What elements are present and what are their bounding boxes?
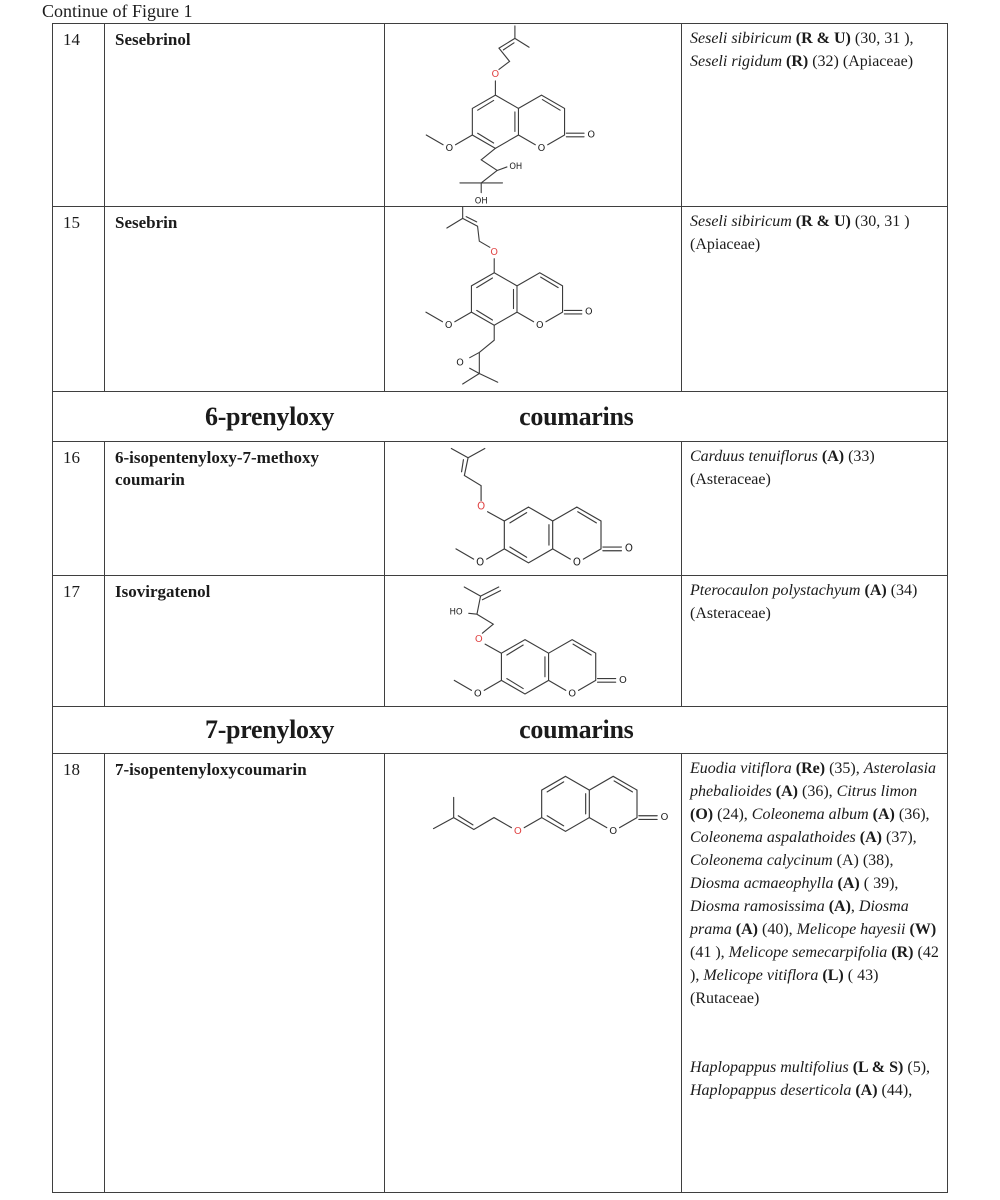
source-segment: ( 43) (Rutaceae): [690, 967, 879, 1007]
source-segment: ,: [850, 898, 859, 915]
svg-text:O: O: [477, 501, 486, 513]
section-title-right: coumarins: [519, 715, 634, 744]
svg-text:O: O: [568, 688, 577, 700]
source-segment: (40),: [758, 921, 797, 938]
compound-structure-cell: [385, 24, 682, 206]
source-segment: (W): [909, 921, 937, 938]
compound-sources: [682, 442, 947, 575]
source-segment: (35),: [825, 760, 864, 777]
source-segment: (A): [872, 806, 895, 823]
source-segment: (A): [735, 921, 758, 938]
compound-row-18: [53, 754, 947, 1192]
compound-structure-cell: [385, 442, 682, 575]
source-segment: (A): [864, 582, 887, 599]
svg-text:O: O: [618, 674, 627, 686]
source-segment: (36),: [797, 783, 837, 800]
svg-text:O: O: [609, 825, 618, 837]
compound-number: 15: [53, 207, 105, 391]
compound-structure-cell: [385, 754, 682, 1192]
source-segment: (44),: [877, 1082, 913, 1099]
source-segment: (A): [837, 875, 860, 892]
source-segment: (5),: [903, 1059, 931, 1076]
source-segment: (L): [822, 967, 844, 984]
svg-text:O: O: [476, 557, 485, 569]
svg-text:O: O: [572, 557, 581, 569]
svg-text:O: O: [474, 634, 483, 646]
compound-row-14: [53, 24, 947, 207]
svg-text:HO: HO: [449, 607, 463, 618]
source-segment: (41 ),: [690, 944, 729, 961]
source-segment: Asterolasia phebalioides: [690, 760, 937, 800]
source-segment: Melicope hayesii: [796, 921, 910, 938]
source-segment: (A): [775, 783, 798, 800]
source-segment: (A) (38),: [836, 852, 894, 869]
page-title: Continue of Figure 1: [42, 1, 193, 21]
source-segment: (34) (Asteraceae): [690, 582, 918, 622]
svg-text:O: O: [513, 825, 522, 837]
source-segment: Melicope vitiflora: [703, 967, 823, 984]
source-segment: Melicope semecarpifolia: [728, 944, 892, 961]
svg-text:O: O: [444, 319, 453, 331]
source-segment: Seseli sibiricum: [690, 30, 796, 47]
svg-text:OH: OH: [509, 161, 523, 172]
source-paragraph: [690, 757, 941, 1010]
compound-name: 6-isopentenyloxy-7-methoxy coumarin: [105, 442, 385, 575]
compound-number: 14: [53, 24, 105, 206]
source-segment: (36),: [894, 806, 930, 823]
source-segment: (R & U): [795, 213, 851, 230]
compound-sources: [682, 207, 947, 391]
source-segment: (Re): [795, 760, 826, 777]
source-segment: (R): [891, 944, 914, 961]
source-segment: Diosma prama: [690, 898, 909, 938]
compound-row-15: [53, 207, 947, 392]
compound-row-17: [53, 576, 947, 707]
source-segment: Euodia vitiflora: [690, 760, 796, 777]
source-segment: (42 ),: [690, 944, 939, 984]
compound-name: Sesebrinol: [105, 24, 385, 206]
source-paragraph: [690, 210, 941, 256]
source-segment: Coleonema calycinum: [690, 852, 837, 869]
source-segment: Diosma acmaeophylla: [690, 875, 838, 892]
source-segment: (37),: [881, 829, 917, 846]
source-segment: Carduus tenuiflorus: [690, 448, 822, 465]
compound-number: 18: [53, 754, 105, 1192]
source-segment: ( 39),: [859, 875, 899, 892]
svg-text:O: O: [473, 688, 482, 700]
source-segment: (30, 31 ),: [850, 30, 914, 47]
section-title-left: 7-prenyloxy: [205, 715, 335, 744]
source-segment: Citrus limon: [836, 783, 918, 800]
source-segment: Diosma ramosissima: [690, 898, 829, 915]
source-segment: Coleonema aspalathoides: [690, 829, 860, 846]
compound-sources: [682, 576, 947, 706]
svg-text:O: O: [490, 247, 499, 259]
structure-sesebrinol: [389, 24, 655, 206]
figure-table: [52, 23, 948, 1193]
source-segment: (L & S): [852, 1059, 904, 1076]
svg-text:O: O: [535, 319, 544, 331]
compound-number: 16: [53, 442, 105, 575]
svg-text:O: O: [587, 129, 596, 141]
source-paragraph: [690, 27, 941, 73]
source-segment: Seseli sibiricum: [690, 213, 796, 230]
section-header-row: [53, 707, 947, 754]
source-segment: Haplopappus multifolius: [690, 1059, 853, 1076]
section-header-row: [53, 392, 947, 442]
svg-text:O: O: [624, 543, 633, 555]
compound-number: 17: [53, 576, 105, 706]
compound-name: Isovirgatenol: [105, 576, 385, 706]
compound-row-16: [53, 442, 947, 576]
source-segment: (R & U): [795, 30, 851, 47]
structure-6-isopentenyloxy-7-methoxycoumarin: [389, 442, 668, 574]
source-segment: (A): [859, 829, 882, 846]
compound-sources: [682, 754, 947, 1192]
source-segment: (24),: [713, 806, 752, 823]
svg-text:O: O: [491, 69, 500, 81]
source-segment: (A): [828, 898, 851, 915]
structure-sesebrin: [389, 207, 652, 391]
svg-text:O: O: [537, 142, 546, 154]
source-segment: Seseli rigidum: [690, 53, 786, 70]
source-paragraph: [690, 445, 941, 491]
svg-text:O: O: [660, 812, 669, 824]
source-segment: Haplopappus deserticola: [690, 1082, 856, 1099]
compound-sources: [682, 24, 947, 206]
compound-structure-cell: [385, 207, 682, 391]
structure-isovirgatenol: [389, 576, 661, 705]
svg-text:OH: OH: [474, 195, 488, 206]
source-segment: (R): [786, 53, 809, 70]
source-segment: (A): [855, 1082, 878, 1099]
svg-text:O: O: [456, 357, 464, 369]
source-segment: Pterocaulon polystachyum: [690, 582, 865, 599]
source-paragraph: [690, 579, 941, 625]
section-title-left: 6-prenyloxy: [205, 401, 335, 431]
svg-text:O: O: [585, 306, 593, 318]
source-paragraph: [690, 1056, 941, 1102]
compound-name: Sesebrin: [105, 207, 385, 391]
source-segment: (A): [821, 448, 845, 465]
source-segment: Coleonema album: [751, 806, 873, 823]
source-segment: (32) (Apiaceae): [808, 53, 914, 70]
section-title-right: coumarins: [519, 401, 634, 431]
compound-name: 7-isopentenyloxycoumarin: [105, 754, 385, 1192]
source-segment: (O): [690, 806, 714, 823]
compound-structure-cell: [385, 576, 682, 706]
structure-7-isopentenyloxycoumarin: [389, 758, 676, 846]
source-segment: (33) (Asteraceae): [690, 448, 875, 488]
svg-text:O: O: [445, 142, 454, 154]
source-segment: (30, 31 ) (Apiaceae): [690, 213, 910, 253]
